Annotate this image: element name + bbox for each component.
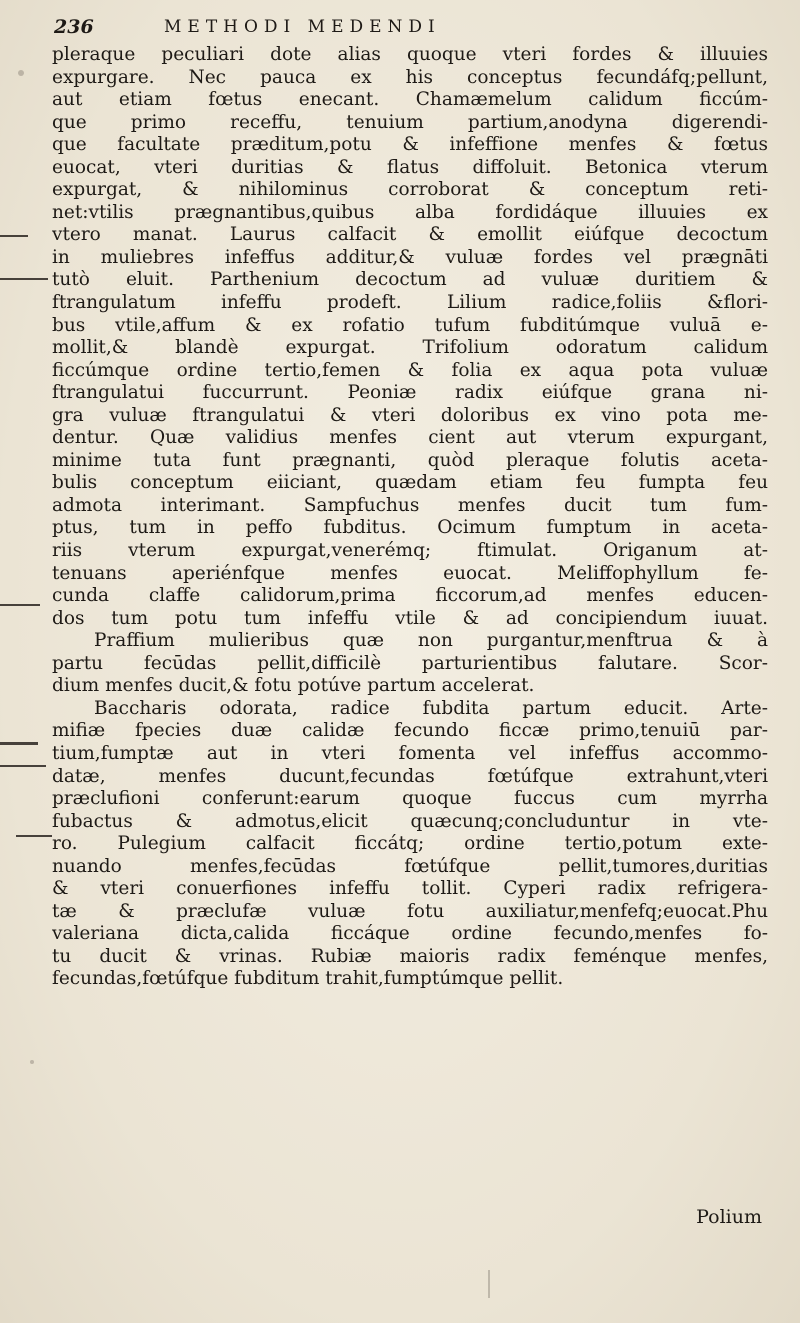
text-line: euocat, vteri duritias & flatus diffoluit. Betonica vterum xyxy=(52,156,768,178)
running-head xyxy=(54,16,760,40)
text-line: Praffium mulieribus quæ non purgantur,menftrua & à xyxy=(94,630,768,652)
text-line: que facultate præditum,potu & infeffione menfes & fœtus xyxy=(52,134,768,156)
text-line: vtero manat. Laurus calfacit & emollit eiúfque decoctum xyxy=(52,224,768,246)
text-line: ficcúmque ordine tertio,femen & folia ex aqua pota vuluæ xyxy=(52,359,768,381)
ink-bleed xyxy=(488,1270,490,1298)
text-line: ftrangulatui fuccurrunt. Peoniæ radix eiúfque grana ni- xyxy=(52,382,768,404)
text-line: dentur. Quæ validius menfes cient aut vterum expurgant, xyxy=(52,427,768,449)
text-line: tæ & præclufæ vuluæ fotu auxiliatur,menfefq;euocat.Phu xyxy=(52,900,768,922)
text-line: fecundas,fœtúfque fubditum trahit,fumptúmque pellit. xyxy=(52,968,564,990)
text-line: bulis conceptum eiiciant, quædam etiam feu fumpta feu xyxy=(52,472,768,494)
text-line: minime tuta funt prægnanti, quòd pleraque folutis aceta- xyxy=(52,449,768,471)
text-line: valeriana dicta,calida ficcáque ordine fecundo,menfes fo- xyxy=(52,923,768,945)
margin-mark xyxy=(0,235,28,237)
body-text xyxy=(52,44,768,991)
catchword: Polium xyxy=(696,1206,762,1228)
text-line: que primo receffu, tenuium partium,anodyna digerendi- xyxy=(52,111,768,133)
text-line: nuando menfes,fecūdas fœtúfque pellit,tumores,duritias xyxy=(52,855,768,877)
text-line: partu fecūdas pellit,difficilè parturientibus falutare. Scor- xyxy=(52,652,768,674)
text-line: fubactus & admotus,elicit quæcunq;concluduntur in vte- xyxy=(52,810,768,832)
margin-mark xyxy=(16,835,52,837)
margin-mark xyxy=(0,604,40,606)
text-line: aut etiam fœtus enecant. Chamæmelum calidum ficcúm- xyxy=(52,89,768,111)
ink-bleed xyxy=(30,1060,34,1064)
text-line: dos tum potu tum infeffu vtile & ad concipiendum iuuat. xyxy=(52,607,768,629)
running-head-title: METHODI MEDENDI xyxy=(164,17,441,37)
text-line: admota interimant. Sampfuchus menfes ducit tum fum- xyxy=(52,494,768,516)
page-number: 236 xyxy=(54,16,94,38)
text-line: pleraque peculiari dote alias quoque vteri fordes & illuuies xyxy=(52,44,768,65)
text-line: expurgat, & nihilominus corroborat & conceptum reti- xyxy=(52,179,768,201)
margin-mark xyxy=(0,742,38,745)
text-line: riis vterum expurgat,venerémq; ftimulat. Origanum at- xyxy=(52,540,768,562)
text-line: bus vtile,affum & ex rofatio tufum fubditúmque vuluā e- xyxy=(52,314,768,336)
text-line: in muliebres infeffus additur,& vuluæ fordes vel prægnāti xyxy=(52,246,768,268)
text-line: ptus, tum in peffo fubditus. Ocimum fumptum in aceta- xyxy=(52,517,768,539)
ink-bleed xyxy=(18,70,24,76)
text-line: ro. Pulegium calfacit ficcátq; ordine tertio,potum exte- xyxy=(52,833,768,855)
text-line: ftrangulatum infeffu prodeft. Lilium radice,foliis &flori- xyxy=(52,292,768,314)
margin-mark xyxy=(0,765,46,767)
text-line: tu ducit & vrinas. Rubiæ maioris radix feménque menfes, xyxy=(52,945,768,967)
text-line: tium,fumptæ aut in vteri fomenta vel infeffus accommo- xyxy=(52,742,768,764)
text-line: gra vuluæ ftrangulatui & vteri doloribus ex vino pota me- xyxy=(52,404,768,426)
text-line: & vteri conuerfiones infeffu tollit. Cyperi radix refrigera- xyxy=(52,878,768,900)
text-line: mifiæ fpecies duæ calidæ fecundo ficcæ primo,tenuiū par- xyxy=(52,720,768,742)
text-line: expurgare. Nec pauca ex his conceptus fecundáfq;pellunt, xyxy=(52,66,768,88)
text-line: cunda claffe calidorum,prima ficcorum,ad menfes educen- xyxy=(52,585,768,607)
text-line: tenuans aperiénfque menfes euocat. Meliffophyllum fe- xyxy=(52,562,768,584)
text-line: dium menfes ducit,& fotu potúve partum accelerat. xyxy=(52,675,535,697)
text-line: net:vtilis prægnantibus,quibus alba fordidáque illuuies ex xyxy=(52,201,768,223)
text-line: datæ, menfes ducunt,fecundas fœtúfque extrahunt,vteri xyxy=(52,765,768,787)
text-line: Baccharis odorata, radice fubdita partum educit. Arte- xyxy=(94,697,768,719)
text-line: mollit,& blandè expurgat. Trifolium odoratum calidum xyxy=(52,337,768,359)
text-line: tutò eluit. Parthenium decoctum ad vuluæ duritiem & xyxy=(52,269,768,291)
text-line: præclufioni conferunt:earum quoque fuccus cum myrrha xyxy=(52,788,768,810)
margin-mark xyxy=(0,278,48,280)
